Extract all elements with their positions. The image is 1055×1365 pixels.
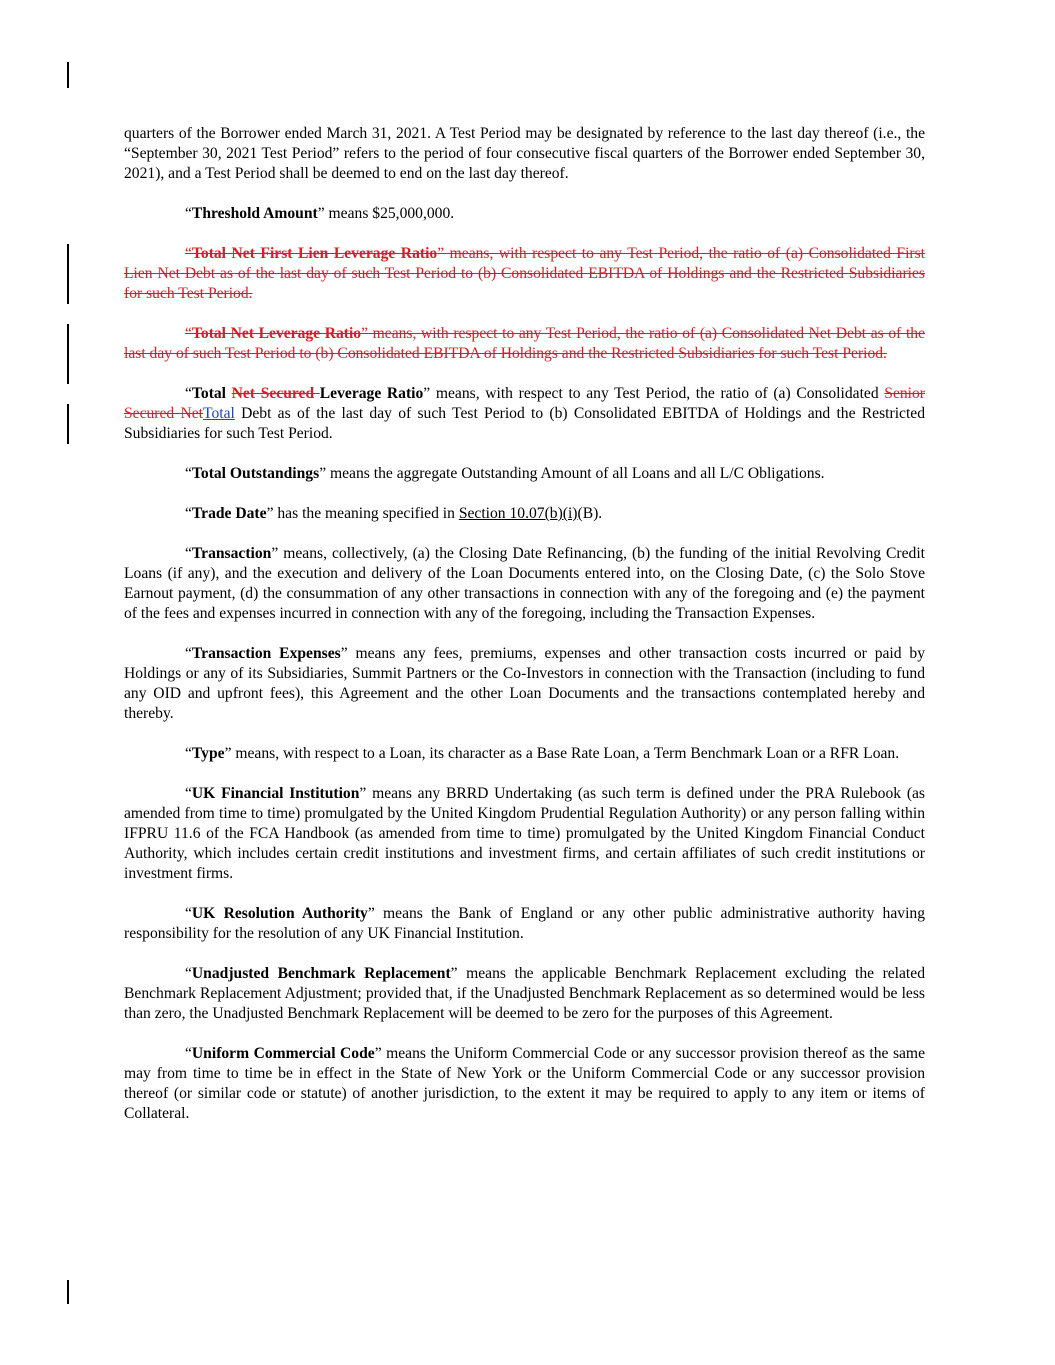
definition-uk-resolution-authority: “UK Resolution Authority” means the Bank of England or any other public administrative authority having responsibility for the resolution of any UK Financial Institution.	[124, 905, 925, 942]
defined-term: Total Outstandings	[191, 465, 320, 482]
definition-total-leverage-ratio: “Total Net Secured Leverage Ratio” means, with respect to any Test Period, the ratio of (a) Consolidated Senior Secured NetTotal Debt as of the last day of such Test Period to (b) Consolidated EBITDA of Holdings and the Restricted Subsidiaries for such Test Period.	[124, 385, 926, 442]
change-bar	[67, 62, 69, 88]
defined-term: Unadjusted Benchmark Replacement	[191, 965, 451, 982]
defined-term: Trade Date	[191, 505, 267, 522]
defined-term: UK Resolution Authority	[191, 905, 368, 922]
defined-term: Threshold Amount	[191, 205, 318, 222]
change-bar	[67, 404, 69, 444]
defined-term: Transaction Expenses	[191, 645, 341, 662]
defined-term: Uniform Commercial Code	[191, 1045, 375, 1062]
definition-type: “Type” means, with respect to a Loan, its character as a Base Rate Loan, a Term Benchmark Loan or a RFR Loan.	[185, 745, 900, 762]
defined-term: UK Financial Institution	[191, 785, 360, 802]
definition-transaction: “Transaction” means, collectively, (a) the Closing Date Refinancing, (b) the funding of the initial Revolving Credit Loans (if any), and the execution and delivery of the Loan Documents entered into, on the Closing Date, (c) the Solo Stove Earnout payment, (d) the consummation of any other transactions in connection with any of the foregoing and (e) the payment of the fees and expenses incurred in connection with any of the foregoing, including the Transaction Expenses.	[124, 545, 925, 622]
defined-term: Total Net Secured Leverage Ratio	[191, 385, 424, 402]
definition-uk-financial-institution: “UK Financial Institution” means any BRRD Undertaking (as such term is defined under the PRA Rulebook (as amended from time to time) promulgated by the United Kingdom Prudential Regulation Authority) or any person falling within IFPRU 11.6 of the FCA Handbook (as amended from time to time) promulgated by the United Kingdom Financial Conduct Authority, which includes certain credit institutions and investment firms, and certain affiliates of such credit institutions or investment firms.	[124, 785, 925, 882]
defined-term: Transaction	[191, 545, 272, 562]
definition-total-outstandings: “Total Outstandings” means the aggregate Outstanding Amount of all Loans and all L/C Obligations.	[185, 465, 825, 482]
deleted-text: Net Secured	[231, 385, 320, 402]
document-body	[124, 124, 925, 1144]
deleted-text: Senior Secured Net	[124, 385, 925, 422]
inserted-text: Total	[203, 405, 235, 422]
definition-transaction-expenses: “Transaction Expenses” means any fees, premiums, expenses and other transaction costs incurred or paid by Holdings or any of its Subsidiaries, Summit Partners or the Co-Investors in connection with the Transaction (including to fund any OID and upfront fees), this Agreement and the other Loan Documents and the transactions contemplated hereby and thereby.	[124, 645, 925, 722]
definition-threshold-amount: “Threshold Amount” means $25,000,000.	[185, 205, 455, 222]
definition-unadjusted-benchmark-replacement: “Unadjusted Benchmark Replacement” means the applicable Benchmark Replacement excluding the related Benchmark Replacement Adjustment; provided that, if the Unadjusted Benchmark Replacement as so determined would be less than zero, the Unadjusted Benchmark Replacement will be deemed to be zero for the purposes of this Agreement.	[124, 965, 925, 1022]
defined-term: Type	[191, 745, 225, 762]
defined-term: Total Net Leverage Ratio	[191, 325, 362, 342]
definition-total-net-first-lien-leverage-ratio-deleted: “Total Net First Lien Leverage Ratio” means, with respect to any Test Period, the ratio of (a) Consolidated First Lien Net Debt as of the last day of such Test Period to (b) Consolidated EBITDA of Holdings and the Restricted Subsidiaries for such Test Period.	[124, 245, 925, 302]
change-bar	[67, 244, 69, 304]
definition-trade-date: “Trade Date” has the meaning specified in Section 10.07(b)(i)(B).	[185, 505, 603, 522]
defined-term: Total Net First Lien Leverage Ratio	[191, 245, 438, 262]
section-reference: Section 10.07(b)(i)	[458, 505, 578, 522]
paragraph-test-period-continued: quarters of the Borrower ended March 31, 2021. A Test Period may be designated by reference to the last day thereof (i.e., the “September 30, 2021 Test Period” refers to the period of four consecutive fiscal quarters of the Borrower ended September 30, 2021), and a Test Period shall be deemed to end on the last day thereof.	[124, 125, 925, 182]
definition-total-net-leverage-ratio-deleted: “Total Net Leverage Ratio” means, with respect to any Test Period, the ratio of (a) Consolidated Net Debt as of the last day of such Test Period to (b) Consolidated EBITDA of Holdings and the Restricted Subsidiaries for such Test Period.	[124, 325, 925, 362]
definition-uniform-commercial-code: “Uniform Commercial Code” means the Uniform Commercial Code or any successor provision thereof as the same may from time to time be in effect in the State of New York or the Uniform Commercial Code or any successor provision thereof (or similar code or statute) of another jurisdiction, to the extent it may be required to apply to any item or items of Collateral.	[124, 1045, 925, 1122]
change-bar	[67, 324, 69, 384]
change-bar	[67, 1280, 69, 1304]
